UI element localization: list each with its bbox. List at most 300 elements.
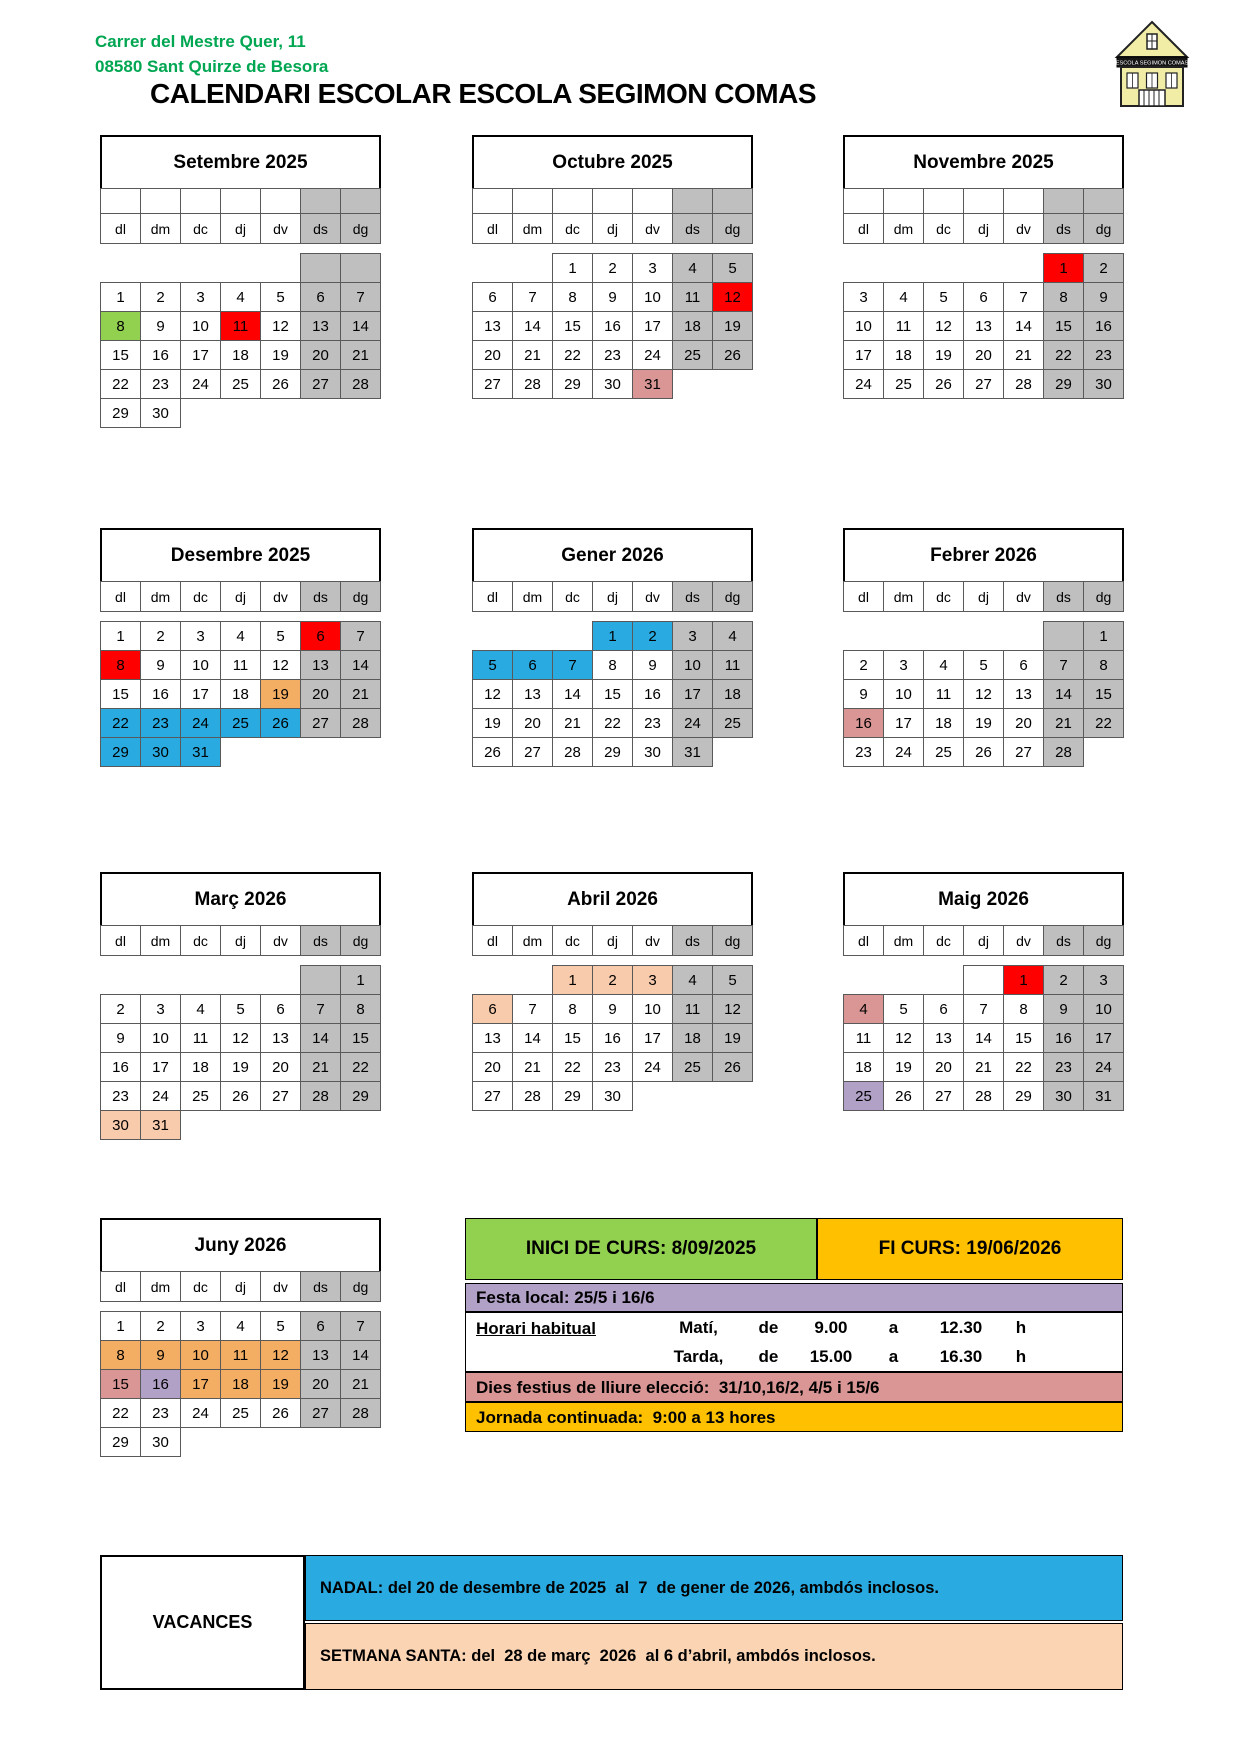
day-cell: 19 xyxy=(221,1053,261,1082)
day-cell: 1 xyxy=(101,1312,141,1341)
day-cell: 6 xyxy=(513,651,553,680)
day-cell: 8 xyxy=(1004,995,1044,1024)
day-cell: 15 xyxy=(101,680,141,709)
weekday-header: dl xyxy=(101,214,141,244)
horari-habitual-row xyxy=(465,1312,1123,1372)
weekday-header: ds xyxy=(1044,926,1084,956)
horari-habitual-label: Horari habitual xyxy=(476,1319,596,1338)
day-cell: 13 xyxy=(473,312,513,341)
day-cell: 15 xyxy=(553,312,593,341)
day-cell: 4 xyxy=(221,622,261,651)
day-cell: 19 xyxy=(924,341,964,370)
day-cell: 31 xyxy=(181,738,221,767)
month-title: Gener 2026 xyxy=(472,528,753,583)
day-cell: 4 xyxy=(673,966,713,995)
day-cell: 7 xyxy=(1004,283,1044,312)
no-cell xyxy=(884,254,924,283)
day-cell: 10 xyxy=(633,995,673,1024)
day-cell: 14 xyxy=(513,312,553,341)
day-cell: 1 xyxy=(341,966,381,995)
day-cell: 22 xyxy=(553,341,593,370)
day-cell: 30 xyxy=(633,738,673,767)
day-cell: 7 xyxy=(341,622,381,651)
day-cell: 12 xyxy=(221,1024,261,1053)
weekday-header: dl xyxy=(844,214,884,244)
day-cell: 1 xyxy=(1044,254,1084,283)
day-cell: 5 xyxy=(713,966,753,995)
weekday-header: dl xyxy=(844,582,884,612)
month-title: Novembre 2025 xyxy=(843,135,1124,190)
day-cell: 12 xyxy=(884,1024,924,1053)
day-cell: 17 xyxy=(844,341,884,370)
day-cell: 21 xyxy=(513,1053,553,1082)
vacances-label: VACANCES xyxy=(100,1555,305,1690)
day-cell: 5 xyxy=(261,1312,301,1341)
day-cell: 20 xyxy=(301,341,341,370)
no-cell xyxy=(261,966,301,995)
day-cell: 4 xyxy=(924,651,964,680)
no-cell xyxy=(301,1428,341,1457)
day-cell: 5 xyxy=(261,283,301,312)
day-cell: 18 xyxy=(673,312,713,341)
day-cell: 29 xyxy=(101,738,141,767)
day-cell: 12 xyxy=(261,312,301,341)
no-cell xyxy=(101,254,141,283)
no-cell xyxy=(513,254,553,283)
month-title: Juny 2026 xyxy=(100,1218,381,1273)
day-cell: 10 xyxy=(181,651,221,680)
day-cell: 12 xyxy=(713,283,753,312)
day-cell: 2 xyxy=(1044,966,1084,995)
weekday-header: dg xyxy=(1084,582,1124,612)
day-cell: 5 xyxy=(713,254,753,283)
day-cell: 2 xyxy=(593,254,633,283)
no-cell xyxy=(844,622,884,651)
no-cell xyxy=(713,738,753,767)
day-cell: 13 xyxy=(301,651,341,680)
weekday-header: dv xyxy=(1004,582,1044,612)
spacer xyxy=(473,956,753,966)
day-cell: 8 xyxy=(101,1341,141,1370)
weekday-header: dg xyxy=(341,926,381,956)
day-cell: 16 xyxy=(141,680,181,709)
horari-time-part: h xyxy=(1015,1317,1027,1337)
day-cell: 10 xyxy=(633,283,673,312)
day-cell xyxy=(341,254,381,283)
no-cell xyxy=(221,966,261,995)
weekday-header: ds xyxy=(1044,582,1084,612)
weekday-header: dv xyxy=(633,926,673,956)
weekday-header: dj xyxy=(221,582,261,612)
day-cell: 28 xyxy=(513,370,553,399)
day-cell: 3 xyxy=(141,995,181,1024)
weekday-header: ds xyxy=(301,214,341,244)
spacer xyxy=(101,244,381,254)
weekday-header: dc xyxy=(553,926,593,956)
month-març-2026 xyxy=(100,872,381,1140)
day-cell: 2 xyxy=(141,1312,181,1341)
day-cell: 9 xyxy=(1084,283,1124,312)
no-cell xyxy=(221,399,261,428)
blank-cell xyxy=(633,189,673,214)
day-cell: 19 xyxy=(261,1370,301,1399)
weekday-header: dm xyxy=(884,214,924,244)
day-cell: 13 xyxy=(1004,680,1044,709)
day-cell: 6 xyxy=(473,283,513,312)
month-maig-2026 xyxy=(843,872,1124,1111)
day-cell: 15 xyxy=(553,1024,593,1053)
no-cell xyxy=(181,1428,221,1457)
blank-cell xyxy=(101,189,141,214)
horari-time-part: a xyxy=(888,1346,899,1366)
blank-cell xyxy=(673,189,713,214)
weekday-header: dj xyxy=(221,926,261,956)
day-cell: 20 xyxy=(473,1053,513,1082)
day-cell: 28 xyxy=(341,709,381,738)
day-cell: 19 xyxy=(713,1024,753,1053)
day-cell: 21 xyxy=(553,709,593,738)
no-cell xyxy=(1084,738,1124,767)
day-cell: 27 xyxy=(473,1082,513,1111)
day-cell: 22 xyxy=(101,1399,141,1428)
day-cell: 12 xyxy=(964,680,1004,709)
day-cell: 25 xyxy=(673,1053,713,1082)
horari-time-part: Matí, xyxy=(679,1317,718,1337)
day-cell: 9 xyxy=(1044,995,1084,1024)
no-cell xyxy=(261,1111,301,1140)
no-cell xyxy=(141,966,181,995)
month-gener-2026 xyxy=(472,528,753,767)
no-cell xyxy=(1004,254,1044,283)
day-cell: 27 xyxy=(513,738,553,767)
horari-time-line xyxy=(651,1347,1036,1367)
day-cell: 18 xyxy=(884,341,924,370)
horari-time-line xyxy=(651,1318,1036,1338)
day-cell: 22 xyxy=(341,1053,381,1082)
day-cell: 29 xyxy=(1004,1082,1044,1111)
day-cell: 30 xyxy=(141,738,181,767)
day-cell: 28 xyxy=(341,370,381,399)
day-cell: 4 xyxy=(181,995,221,1024)
blank-cell xyxy=(553,189,593,214)
day-cell: 5 xyxy=(964,651,1004,680)
day-cell: 3 xyxy=(673,622,713,651)
day-cell: 21 xyxy=(513,341,553,370)
horari-time-part: h xyxy=(1015,1346,1027,1366)
day-cell: 16 xyxy=(593,312,633,341)
day-cell: 24 xyxy=(181,709,221,738)
jornada-continuada-row: Jornada continuada: 9:00 a 13 hores xyxy=(465,1402,1123,1432)
no-cell xyxy=(884,622,924,651)
weekday-header: dj xyxy=(593,582,633,612)
day-cell: 2 xyxy=(141,283,181,312)
day-cell: 11 xyxy=(221,312,261,341)
day-cell: 10 xyxy=(141,1024,181,1053)
day-cell: 24 xyxy=(141,1082,181,1111)
day-cell: 26 xyxy=(713,1053,753,1082)
day-cell: 28 xyxy=(341,1399,381,1428)
day-cell xyxy=(1044,622,1084,651)
weekday-header: dj xyxy=(221,214,261,244)
weekday-header: dv xyxy=(261,1272,301,1302)
no-cell xyxy=(844,254,884,283)
vacances-nadal-row: NADAL: del 20 de desembre de 2025 al 7 de gener de 2026, ambdós inclosos. xyxy=(305,1555,1123,1621)
day-cell: 18 xyxy=(673,1024,713,1053)
day-cell: 2 xyxy=(1084,254,1124,283)
day-cell: 15 xyxy=(341,1024,381,1053)
day-cell: 4 xyxy=(884,283,924,312)
day-cell: 25 xyxy=(924,738,964,767)
day-cell: 23 xyxy=(633,709,673,738)
day-cell: 18 xyxy=(924,709,964,738)
weekday-header: dl xyxy=(101,926,141,956)
day-cell: 6 xyxy=(301,622,341,651)
day-cell: 24 xyxy=(1084,1053,1124,1082)
spacer xyxy=(101,612,381,622)
weekday-header: ds xyxy=(301,1272,341,1302)
day-cell: 7 xyxy=(341,283,381,312)
no-cell xyxy=(221,254,261,283)
month-title: Febrer 2026 xyxy=(843,528,1124,583)
spacer xyxy=(101,956,381,966)
day-cell: 11 xyxy=(924,680,964,709)
no-cell xyxy=(964,254,1004,283)
day-cell: 10 xyxy=(181,312,221,341)
day-cell: 14 xyxy=(1044,680,1084,709)
day-cell: 27 xyxy=(964,370,1004,399)
no-cell xyxy=(261,399,301,428)
day-cell: 15 xyxy=(1004,1024,1044,1053)
day-cell: 13 xyxy=(964,312,1004,341)
day-cell: 5 xyxy=(221,995,261,1024)
day-cell: 4 xyxy=(844,995,884,1024)
address-line-1: Carrer del Mestre Quer, 11 xyxy=(95,32,306,51)
day-cell: 14 xyxy=(513,1024,553,1053)
day-cell: 9 xyxy=(844,680,884,709)
day-cell: 22 xyxy=(1004,1053,1044,1082)
day-cell: 28 xyxy=(553,738,593,767)
day-cell xyxy=(301,966,341,995)
no-cell xyxy=(473,622,513,651)
weekday-header: dm xyxy=(884,582,924,612)
day-cell: 17 xyxy=(181,680,221,709)
weekday-header: ds xyxy=(673,214,713,244)
no-cell xyxy=(513,966,553,995)
day-cell: 9 xyxy=(593,283,633,312)
day-cell: 10 xyxy=(884,680,924,709)
blank-cell xyxy=(181,189,221,214)
day-cell: 3 xyxy=(633,254,673,283)
day-cell: 9 xyxy=(141,1341,181,1370)
day-cell: 25 xyxy=(884,370,924,399)
weekday-header: dg xyxy=(713,582,753,612)
day-cell: 26 xyxy=(261,709,301,738)
weekday-header: dc xyxy=(924,926,964,956)
blank-cell xyxy=(513,189,553,214)
day-cell: 6 xyxy=(301,1312,341,1341)
day-cell: 16 xyxy=(101,1053,141,1082)
festa-local-row: Festa local: 25/5 i 16/6 xyxy=(465,1283,1123,1312)
no-cell xyxy=(473,254,513,283)
day-cell: 22 xyxy=(1084,709,1124,738)
blank-cell xyxy=(341,189,381,214)
day-cell: 13 xyxy=(301,312,341,341)
horari-time-part: 16.30 xyxy=(939,1346,983,1366)
no-cell xyxy=(513,622,553,651)
weekday-header: dc xyxy=(924,582,964,612)
dies-festius-row: Dies festius de lliure elecció: 31/10,16/2, 4/5 i 15/6 xyxy=(465,1372,1123,1402)
weekday-header: dg xyxy=(341,1272,381,1302)
no-cell xyxy=(924,966,964,995)
day-cell: 14 xyxy=(301,1024,341,1053)
day-cell: 5 xyxy=(473,651,513,680)
day-cell: 24 xyxy=(181,370,221,399)
month-novembre-2025 xyxy=(843,135,1124,399)
day-cell: 16 xyxy=(1044,1024,1084,1053)
day-cell: 9 xyxy=(101,1024,141,1053)
day-cell: 22 xyxy=(553,1053,593,1082)
day-cell: 9 xyxy=(141,651,181,680)
day-cell: 12 xyxy=(261,651,301,680)
day-cell: 13 xyxy=(924,1024,964,1053)
day-cell: 29 xyxy=(553,1082,593,1111)
day-cell: 1 xyxy=(101,622,141,651)
day-cell: 8 xyxy=(593,651,633,680)
horari-time-part: de xyxy=(758,1317,779,1337)
day-cell: 12 xyxy=(713,995,753,1024)
day-cell: 30 xyxy=(141,399,181,428)
weekday-header: dc xyxy=(553,214,593,244)
day-cell: 7 xyxy=(1044,651,1084,680)
day-cell: 19 xyxy=(964,709,1004,738)
day-cell: 29 xyxy=(101,1428,141,1457)
weekday-header: dv xyxy=(1004,214,1044,244)
horari-time-part: 12.30 xyxy=(939,1317,983,1337)
day-cell: 27 xyxy=(301,1399,341,1428)
day-cell: 1 xyxy=(1084,622,1124,651)
month-setembre-2025 xyxy=(100,135,381,428)
day-cell: 14 xyxy=(341,1341,381,1370)
no-cell xyxy=(673,1082,713,1111)
day-cell: 24 xyxy=(181,1399,221,1428)
no-cell xyxy=(924,622,964,651)
day-cell: 20 xyxy=(964,341,1004,370)
weekday-header: dm xyxy=(513,214,553,244)
day-cell: 17 xyxy=(181,341,221,370)
no-cell xyxy=(261,1428,301,1457)
weekday-header: dv xyxy=(261,214,301,244)
day-cell: 3 xyxy=(181,622,221,651)
day-cell: 28 xyxy=(964,1082,1004,1111)
day-cell: 19 xyxy=(261,680,301,709)
day-cell: 29 xyxy=(553,370,593,399)
day-cell: 25 xyxy=(181,1082,221,1111)
month-title: Abril 2026 xyxy=(472,872,753,927)
weekday-header: ds xyxy=(673,926,713,956)
day-cell: 7 xyxy=(301,995,341,1024)
fi-curs-box: FI CURS: 19/06/2026 xyxy=(817,1218,1123,1280)
blank-cell xyxy=(593,189,633,214)
no-cell xyxy=(884,966,924,995)
no-cell xyxy=(301,399,341,428)
no-cell xyxy=(673,370,713,399)
day-cell: 17 xyxy=(633,312,673,341)
day-cell: 9 xyxy=(141,312,181,341)
day-cell: 30 xyxy=(1044,1082,1084,1111)
day-cell: 14 xyxy=(341,312,381,341)
horari-time-part: a xyxy=(888,1317,899,1337)
day-cell: 10 xyxy=(673,651,713,680)
spacer xyxy=(844,956,1124,966)
day-cell: 20 xyxy=(473,341,513,370)
day-cell: 18 xyxy=(221,680,261,709)
no-cell xyxy=(341,399,381,428)
no-cell xyxy=(964,622,1004,651)
day-cell: 21 xyxy=(301,1053,341,1082)
day-cell: 6 xyxy=(1004,651,1044,680)
day-cell: 20 xyxy=(301,680,341,709)
horari-times xyxy=(651,1313,1036,1371)
day-cell: 6 xyxy=(301,283,341,312)
weekday-header: dm xyxy=(141,214,181,244)
weekday-header: dg xyxy=(713,214,753,244)
weekday-header: dm xyxy=(884,926,924,956)
weekday-header: dj xyxy=(964,926,1004,956)
month-febrer-2026 xyxy=(843,528,1124,767)
month-title: Octubre 2025 xyxy=(472,135,753,190)
blank-cell xyxy=(261,189,301,214)
weekday-header: dl xyxy=(101,582,141,612)
blank-cell xyxy=(924,189,964,214)
day-cell: 24 xyxy=(633,1053,673,1082)
page-title: CALENDARI ESCOLAR ESCOLA SEGIMON COMAS xyxy=(150,78,816,109)
weekday-header: dj xyxy=(964,214,1004,244)
day-cell: 24 xyxy=(673,709,713,738)
day-cell: 20 xyxy=(261,1053,301,1082)
day-cell: 16 xyxy=(593,1024,633,1053)
weekday-header: ds xyxy=(301,582,341,612)
no-cell xyxy=(221,738,261,767)
day-cell: 25 xyxy=(221,1399,261,1428)
no-cell xyxy=(181,966,221,995)
day-cell: 9 xyxy=(633,651,673,680)
day-cell: 26 xyxy=(221,1082,261,1111)
day-cell: 1 xyxy=(553,254,593,283)
no-cell xyxy=(261,738,301,767)
blank-cell xyxy=(964,189,1004,214)
day-cell: 12 xyxy=(924,312,964,341)
day-cell: 21 xyxy=(1004,341,1044,370)
inici-de-curs-box: INICI DE CURS: 8/09/2025 xyxy=(465,1218,817,1280)
day-cell: 2 xyxy=(633,622,673,651)
day-cell: 13 xyxy=(513,680,553,709)
weekday-header: dg xyxy=(1084,926,1124,956)
no-cell xyxy=(341,1111,381,1140)
day-cell: 23 xyxy=(844,738,884,767)
day-cell: 6 xyxy=(924,995,964,1024)
school-logo xyxy=(1110,20,1194,113)
day-cell: 23 xyxy=(141,370,181,399)
day-cell: 12 xyxy=(473,680,513,709)
day-cell: 2 xyxy=(593,966,633,995)
day-cell: 11 xyxy=(181,1024,221,1053)
weekday-header: dm xyxy=(141,1272,181,1302)
weekday-header: dj xyxy=(964,582,1004,612)
day-cell: 5 xyxy=(261,622,301,651)
no-cell xyxy=(301,1111,341,1140)
weekday-header: dm xyxy=(141,582,181,612)
day-cell: 5 xyxy=(884,995,924,1024)
